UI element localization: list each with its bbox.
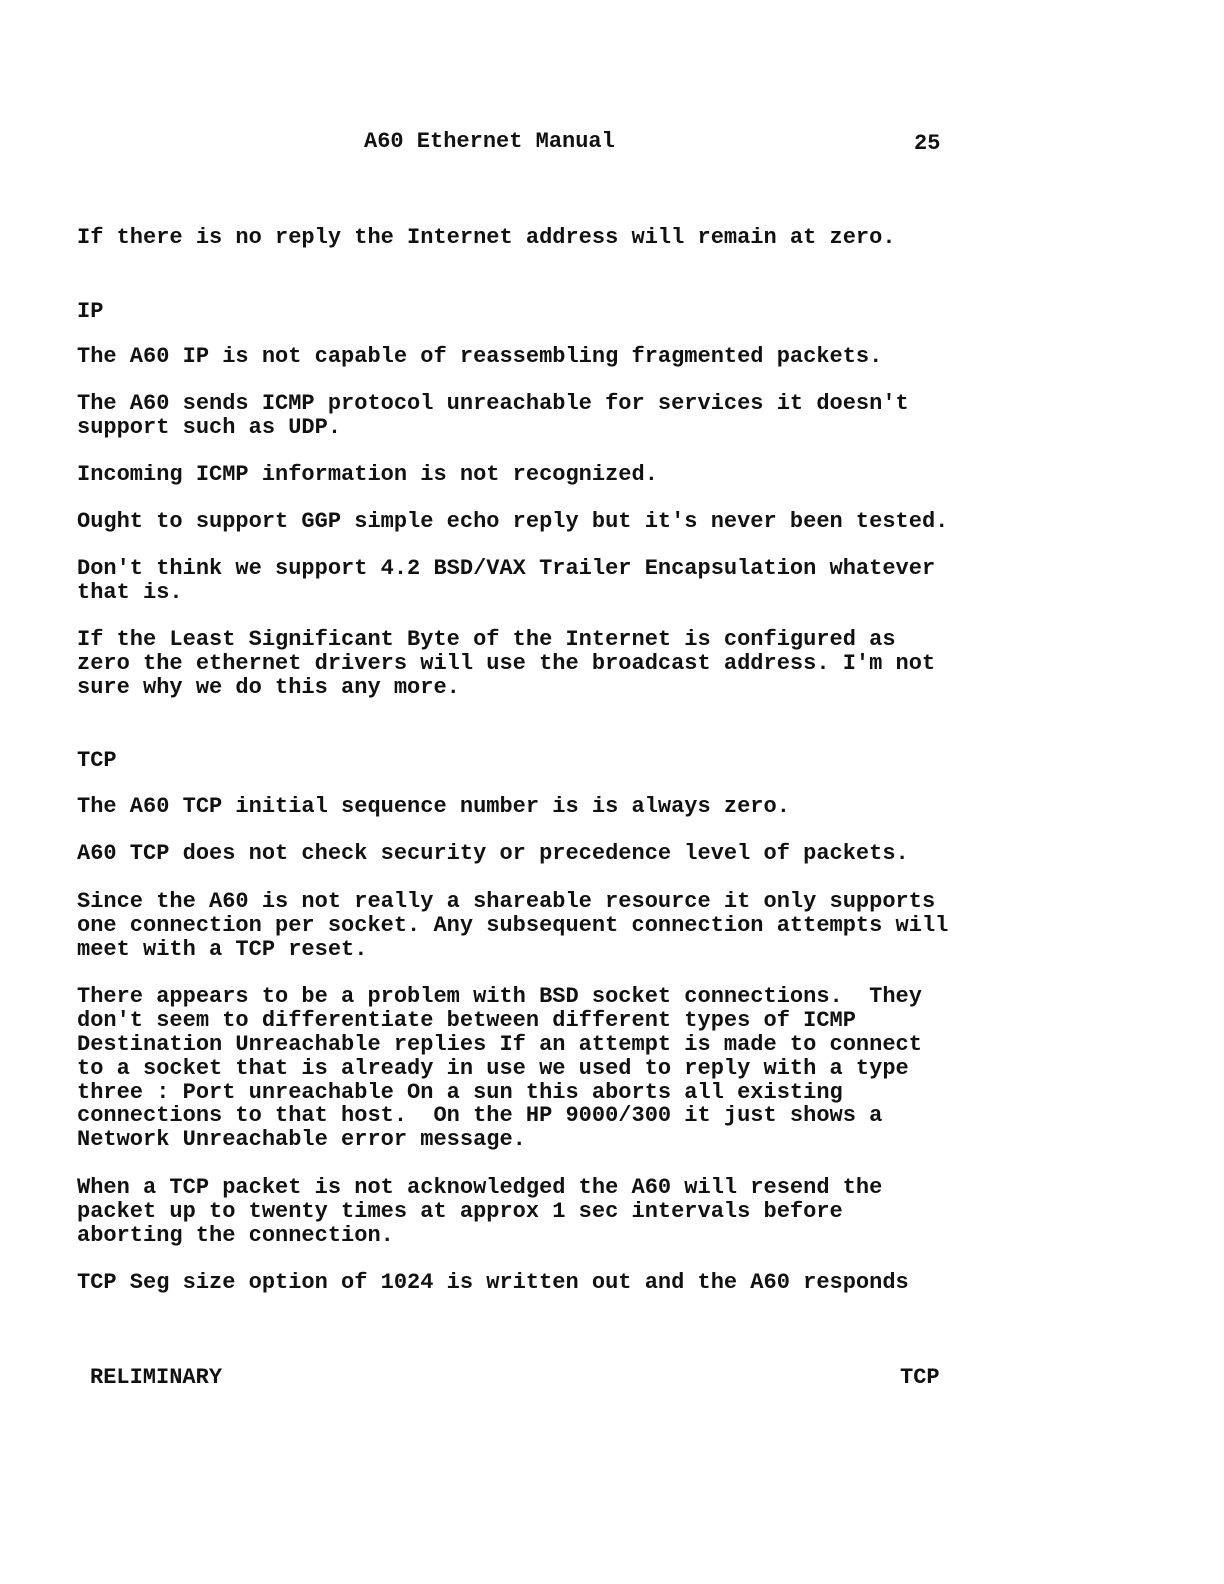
ip-para-6-line-3: sure why we do this any more.: [77, 675, 460, 700]
ip-para-1-line-1: The A60 IP is not capable of reassembling fragmented packets.: [77, 344, 883, 369]
ip-para-2-line-2: support such as UDP.: [77, 415, 342, 440]
tcp-para-5-line-2: packet up to twenty times at approx 1 sec intervals before: [77, 1199, 843, 1224]
tcp-para-3-line-3: meet with a TCP reset.: [77, 937, 368, 962]
tcp-para-4-line-1: There appears to be a problem with BSD socket connections. They: [77, 984, 922, 1009]
ip-para-6-line-1: If the Least Significant Byte of the Internet is configured as: [77, 627, 896, 652]
page-header-title: A60 Ethernet Manual: [364, 129, 615, 154]
ip-para-4-line-1: Ought to support GGP simple echo reply but it's never been tested.: [77, 509, 949, 534]
ip-para-6-line-2: zero the ethernet drivers will use the broadcast address. I'm not: [77, 651, 936, 676]
tcp-para-4-line-5: three : Port unreachable On a sun this aborts all existing: [77, 1080, 843, 1105]
tcp-para-5-line-1: When a TCP packet is not acknowledged the A60 will resend the: [77, 1175, 883, 1200]
tcp-para-6-line-1: TCP Seg size option of 1024 is written out and the A60 responds: [77, 1270, 909, 1295]
ip-para-5-line-2: that is.: [77, 580, 183, 605]
tcp-para-4-line-7: Network Unreachable error message.: [77, 1127, 526, 1152]
tcp-para-3-line-2: one connection per socket. Any subsequent connection attempts will: [77, 913, 949, 938]
tcp-para-5-line-3: aborting the connection.: [77, 1223, 394, 1248]
tcp-para-4-line-6: connections to that host. On the HP 9000/300 it just shows a: [77, 1103, 883, 1128]
ip-section-heading: IP: [77, 299, 104, 324]
ip-para-2-line-1: The A60 sends ICMP protocol unreachable for services it doesn't: [77, 391, 909, 416]
footer-left-label: RELIMINARY: [90, 1365, 223, 1390]
tcp-section-heading: TCP: [77, 748, 117, 773]
tcp-para-4-line-2: don't seem to differentiate between different types of ICMP: [77, 1008, 856, 1033]
tcp-para-4-line-4: to a socket that is already in use we used to reply with a type: [77, 1056, 909, 1081]
intro-line: If there is no reply the Internet address will remain at zero.: [77, 225, 896, 250]
tcp-para-1-line-1: The A60 TCP initial sequence number is is always zero.: [77, 794, 790, 819]
page-number: 25: [914, 131, 941, 156]
tcp-para-3-line-1: Since the A60 is not really a shareable resource it only supports: [77, 889, 936, 914]
tcp-para-2-line-1: A60 TCP does not check security or precedence level of packets.: [77, 841, 909, 866]
ip-para-3-line-1: Incoming ICMP information is not recognized.: [77, 462, 658, 487]
ip-para-5-line-1: Don't think we support 4.2 BSD/VAX Trailer Encapsulation whatever: [77, 556, 936, 581]
tcp-para-4-line-3: Destination Unreachable replies If an attempt is made to connect: [77, 1032, 922, 1057]
footer-right-label: TCP: [900, 1365, 940, 1390]
